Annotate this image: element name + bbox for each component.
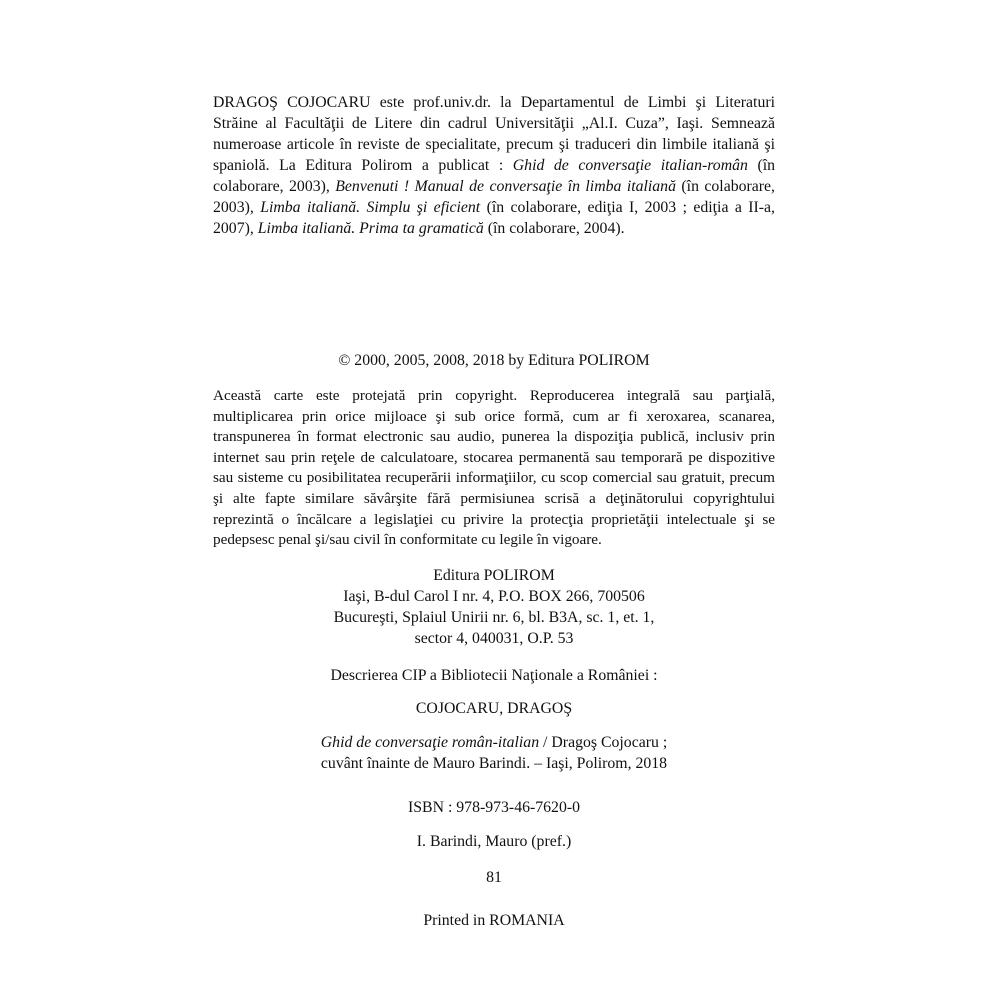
legal-notice: Această carte este protejată prin copyright. Reproducerea integrală sau parţială, multiplicarea prin orice mijloace şi sub orice formă, cum ar fi xeroxarea, scanarea, transpunerea în format electronic sau audio, punerea la dispoziţia publică, inclusiv prin internet sau prin reţele de calculatoare, stocarea permanentă sau temporară pe dispozitive sau sisteme cu posibilitatea recuperării informaţiilor, cu scop comercial sau gratuit, precum şi alte fapte similare săvârşite fără permisiunea scrisă a deţinătorului copyrightului reprezintă o încălcare a legislaţiei cu privire la protecţia proprietăţii intelectuale şi se pedepsesc penal şi/sau civil în conformitate cu legile în vigoare. bbox=[213, 387, 775, 549]
publisher-address-bucuresti: Bucureşti, Splaiul Unirii nr. 6, bl. B3A, sc. 1, et. 1, bbox=[333, 609, 655, 626]
cip-title-line bbox=[213, 732, 775, 753]
bio-text: (în colaborare, 2003), bbox=[213, 178, 775, 216]
bio-text: DRAGOŞ COJOCARU este prof.univ.dr. la Departamentul de Limbi şi Literaturi Străine al Facultăţii de Litere din cadrul Universităţii „Al.I. Cuza”, Iaşi. Semnează numeroase articole în reviste de specialitate, precum şi traduceri din limbile italiană şi spaniolă. La Editura Polirom a publicat : bbox=[213, 94, 775, 174]
bio-book-title: Ghid de conversaţie italian-român bbox=[512, 157, 748, 174]
printed-in: Printed in ROMANIA bbox=[423, 912, 565, 929]
cip-title-rest: / Dragoş Cojocaru ; bbox=[539, 734, 668, 751]
bio-text: (în colaborare, 2003), bbox=[213, 157, 775, 195]
publisher-address-sector: sector 4, 040031, O.P. 53 bbox=[414, 630, 574, 647]
cip-classification: 81 bbox=[486, 869, 502, 886]
publisher-block bbox=[213, 565, 775, 649]
publisher-name: Editura POLIROM bbox=[433, 567, 555, 584]
cip-contributor: I. Barindi, Mauro (pref.) bbox=[416, 833, 572, 850]
cip-title: Ghid de conversaţie român-italian bbox=[320, 734, 540, 751]
cip-header: Descrierea CIP a Bibliotecii Naţionale a României : bbox=[330, 667, 658, 684]
bio-book-title: Limba italiană. Prima ta gramatică bbox=[257, 220, 484, 237]
cip-entry bbox=[213, 732, 775, 774]
bio-text: (în colaborare, ediţia I, 2003 ; ediţia a II-a, 2007), bbox=[213, 199, 775, 237]
cip-details: cuvânt înainte de Mauro Barindi. – Iaşi, Polirom, 2018 bbox=[320, 755, 668, 772]
bio-text: (în colaborare, 2004). bbox=[483, 220, 625, 237]
bio-book-title: Limba italiană. Simplu şi eficient bbox=[260, 199, 481, 216]
publisher-address-iasi: Iaşi, B-dul Carol I nr. 4, P.O. BOX 266, 700506 bbox=[343, 588, 645, 605]
author-bio bbox=[213, 92, 775, 239]
bio-book-title: Benvenuti ! Manual de conversaţie în limba italiană bbox=[335, 178, 676, 195]
isbn: ISBN : 978-973-46-7620-0 bbox=[408, 799, 580, 816]
copyright-line: © 2000, 2005, 2008, 2018 by Editura POLIROM bbox=[338, 352, 650, 369]
cip-author: COJOCARU, DRAGOŞ bbox=[415, 700, 573, 717]
